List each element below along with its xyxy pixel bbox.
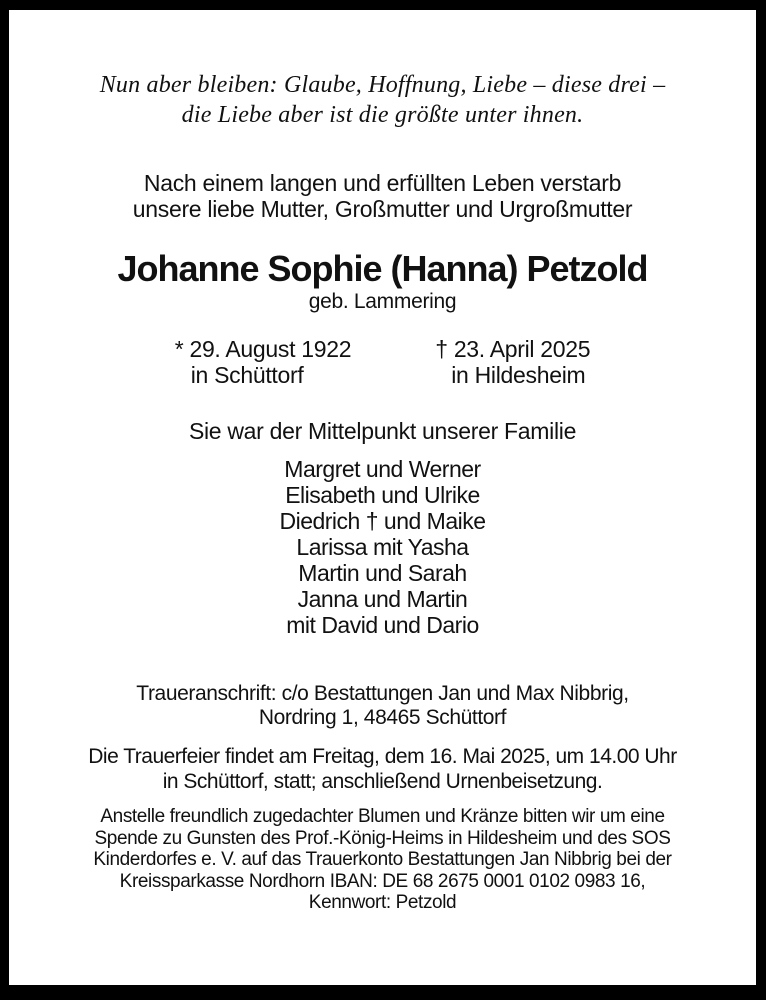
donation-line4: Kreissparkasse Nordhorn IBAN: DE 68 2675 0001 0102 0983 16, [119,870,646,892]
mourning-address-line1: Traueranschrift: c/o Bestattungen Jan und Max Nibbrig, [136,682,629,705]
family-member: Diedrich † und Maike [279,508,486,534]
death-place: in Hildesheim [451,362,586,388]
funeral-service-line1: Die Trauerfeier findet am Freitag, dem 16. Mai 2025, um 14.00 Uhr [88,745,677,768]
death-date: 23. April 2025 [453,336,591,362]
birth-info [175,336,352,388]
obituary-notice [9,10,756,985]
life-dates [9,336,756,388]
birth-date-line [175,336,352,362]
donation-line2: Spende zu Gunsten des Prof.-König-Heims in Hildesheim und des SOS [94,827,671,849]
scripture-quote-line2: die Liebe aber ist die größte unter ihnen. [181,102,584,128]
family-member: Janna und Martin [297,586,468,612]
intro-line1: Nach einem langen und erfüllten Leben verstarb [143,170,622,196]
death-info [435,336,590,388]
donation-request [9,806,756,914]
donation-line5: Kennwort: Petzold [308,892,457,913]
intro-line2: unsere liebe Mutter, Großmutter und Urgroßmutter [132,196,633,222]
birth-date: 29. August 1922 [189,336,352,362]
death-symbol: † [435,336,448,362]
funeral-service-info [9,744,756,794]
donation-line3: Kinderdorfes e. V. auf das Trauerkonto Bestattungen Jan Nibbrig bei der [93,849,672,870]
family-intro: Sie war der Mittelpunkt unserer Familie [188,418,577,444]
death-date-line [435,336,590,362]
family-member: Margret und Werner [284,456,481,482]
birth-place: in Schüttorf [190,362,304,388]
scripture-quote-line1: Nun aber bleiben: Glaube, Hoffnung, Liebe – diese drei – [99,72,666,98]
family-member: mit David und Dario [286,612,479,638]
mourning-address [9,682,756,730]
family-list [9,456,756,638]
birth-symbol: * [174,336,184,362]
scripture-quote [9,70,756,130]
intro-text [9,170,756,222]
family-member: Martin und Sarah [298,560,467,586]
family-member: Larissa mit Yasha [296,534,469,560]
deceased-name: Johanne Sophie (Hanna) Petzold [117,248,648,289]
mourning-address-line2: Nordring 1, 48465 Schüttorf [258,706,507,729]
family-member: Elisabeth und Ulrike [285,482,480,508]
maiden-name: geb. Lammering [308,290,457,313]
donation-line1: Anstelle freundlich zugedachter Blumen und Kränze bitten wir um eine [100,806,665,827]
funeral-service-line2: in Schüttorf, statt; anschließend Urnenbeisetzung. [162,770,603,793]
